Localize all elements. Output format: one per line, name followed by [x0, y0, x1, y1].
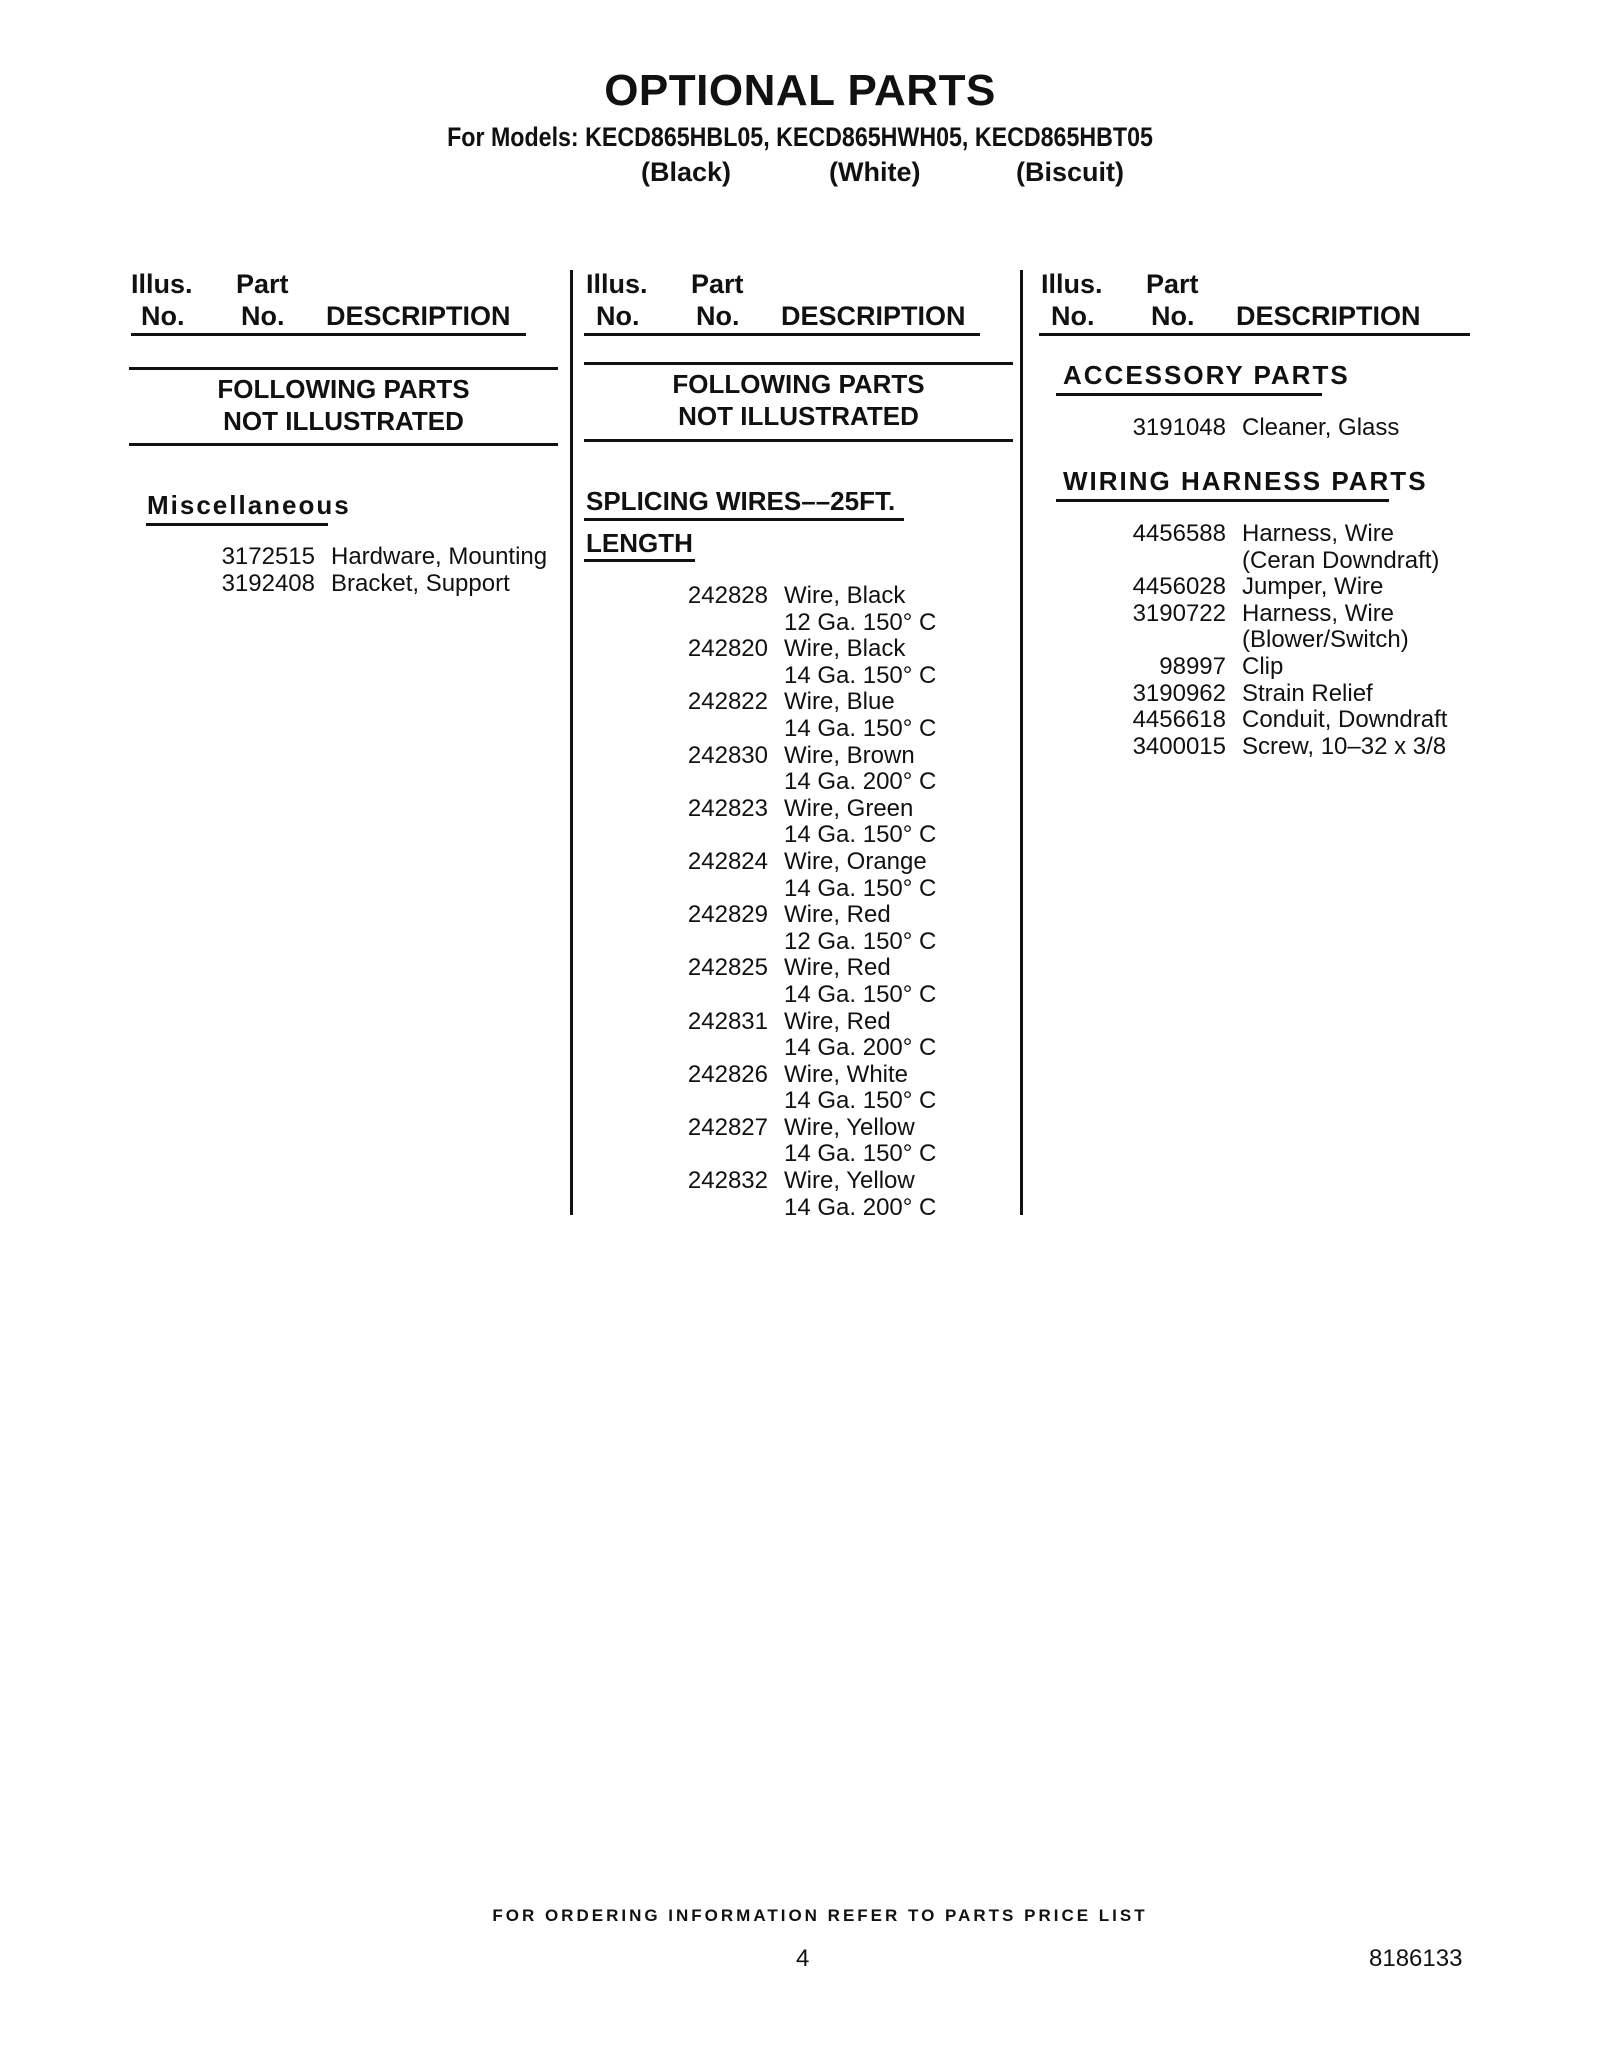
section-underline — [1056, 393, 1322, 396]
part-description: Wire, Orange — [784, 847, 927, 875]
part-description-detail: 14 Ga. 150° C — [784, 980, 937, 1008]
list-item-detail — [658, 982, 936, 1009]
list-item-detail — [658, 822, 936, 849]
part-description-detail: 12 Ga. 150° C — [784, 927, 937, 955]
part-description-detail: 14 Ga. 150° C — [784, 874, 937, 902]
notice-rule-bottom — [584, 439, 1013, 442]
part-number: 3192408 — [221, 569, 315, 597]
color-biscuit: (Biscuit) — [1016, 157, 1124, 187]
list-item — [658, 955, 936, 982]
part-number: 242822 — [687, 688, 768, 716]
header-rule — [584, 333, 980, 336]
part-description-detail: 14 Ga. 150° C — [784, 821, 937, 849]
list-item-detail — [658, 663, 936, 690]
part-description: Wire, Blue — [784, 688, 895, 716]
ordering-note: FOR ORDERING INFORMATION REFER TO PARTS PRICE LIST — [492, 1906, 1148, 1925]
part-number: 242829 — [687, 901, 768, 929]
column-divider-2 — [1020, 270, 1023, 1215]
part-description: Cleaner, Glass — [1242, 414, 1400, 441]
part-description-detail: 14 Ga. 200° C — [784, 1193, 937, 1221]
list-item — [1116, 707, 1447, 734]
header-no: No. — [141, 301, 185, 331]
part-number: 242827 — [687, 1113, 768, 1141]
list-item — [1116, 574, 1447, 601]
part-description-detail: 14 Ga. 150° C — [784, 714, 937, 742]
list-item-detail — [658, 610, 936, 637]
part-number: 242830 — [687, 741, 768, 769]
part-description: Clip — [1242, 652, 1284, 680]
part-number: 4456618 — [1132, 706, 1226, 734]
not-illustrated-notice — [584, 368, 1013, 432]
list-item-detail — [658, 876, 936, 903]
part-description-detail: 14 Ga. 150° C — [784, 1087, 937, 1115]
part-number: 242831 — [687, 1007, 768, 1035]
list-item — [658, 689, 936, 716]
list-item — [1116, 654, 1447, 681]
list-item-detail — [658, 769, 936, 796]
part-number: 4456028 — [1132, 573, 1226, 601]
section-title-splicing-wires: SPLICING WIRES––25FT. — [586, 486, 896, 516]
header-no: No. — [1051, 301, 1095, 331]
notice-rule-top — [584, 362, 1013, 365]
header-illus: Illus. — [586, 269, 648, 299]
list-item-detail — [658, 1195, 936, 1222]
part-description: Strain Relief — [1242, 679, 1373, 707]
header-rule — [131, 333, 526, 336]
color-black: (Black) — [641, 157, 732, 187]
header-no: No. — [696, 301, 740, 331]
list-item — [1116, 734, 1447, 761]
parts-list-wiring-harness — [1116, 521, 1447, 760]
header-part: Part — [691, 269, 744, 299]
list-item-detail — [1116, 627, 1447, 654]
notice-line: NOT ILLUSTRATED — [223, 406, 464, 436]
notice-rule-bottom — [129, 443, 558, 446]
list-item-detail — [658, 716, 936, 743]
list-item — [1116, 601, 1447, 628]
column-divider-1 — [570, 270, 573, 1215]
part-description: Jumper, Wire — [1242, 573, 1384, 601]
part-number: 3191048 — [1132, 414, 1226, 441]
part-description: Wire, Green — [784, 794, 914, 822]
notice-rule-top — [129, 367, 558, 370]
list-item — [658, 1115, 936, 1142]
part-description: Harness, Wire — [1242, 599, 1395, 627]
part-description: Wire, Red — [784, 954, 891, 982]
section-title-wiring-harness-parts: WIRING HARNESS PARTS — [1063, 466, 1428, 496]
list-item-detail — [658, 929, 936, 956]
part-description: Bracket, Support — [331, 569, 510, 597]
list-item — [205, 544, 547, 571]
list-item — [1116, 521, 1447, 548]
section-underline — [1056, 499, 1389, 502]
part-description: Wire, Black — [784, 635, 906, 663]
not-illustrated-notice — [129, 373, 558, 437]
part-number: 4456588 — [1132, 520, 1226, 547]
header-no: No. — [1151, 301, 1195, 331]
list-item — [658, 1168, 936, 1195]
part-description-detail: 14 Ga. 200° C — [784, 768, 937, 796]
part-number: 242832 — [687, 1167, 768, 1195]
header-no: No. — [596, 301, 640, 331]
list-item — [658, 1062, 936, 1089]
part-number: 3400015 — [1132, 732, 1226, 760]
list-item — [658, 1009, 936, 1036]
part-description: Screw, 10–32 x 3/8 — [1242, 732, 1447, 760]
header-no: No. — [241, 301, 285, 331]
header-illus: Illus. — [1041, 269, 1103, 299]
list-item-detail — [658, 1088, 936, 1115]
list-item-detail — [1116, 548, 1447, 575]
part-number: 242820 — [687, 635, 768, 663]
notice-line: FOLLOWING PARTS — [672, 369, 925, 399]
header-part: Part — [236, 269, 289, 299]
section-title-length: LENGTH — [586, 528, 693, 558]
section-title-miscellaneous: Miscellaneous — [147, 490, 351, 520]
part-description-detail: (Ceran Downdraft) — [1242, 546, 1440, 574]
part-description: Wire, Yellow — [784, 1113, 915, 1141]
part-number: 98997 — [1159, 652, 1226, 680]
page-number: 4 — [796, 1945, 810, 1972]
part-description-detail: 14 Ga. 200° C — [784, 1034, 937, 1062]
part-number: 242825 — [687, 954, 768, 982]
list-item — [1116, 415, 1399, 442]
section-title-accessory-parts: ACCESSORY PARTS — [1063, 360, 1350, 390]
part-number: 3190962 — [1132, 679, 1226, 707]
parts-list-accessory — [1116, 415, 1399, 442]
list-item — [658, 636, 936, 663]
list-item — [658, 849, 936, 876]
part-description: Conduit, Downdraft — [1242, 706, 1448, 734]
list-item-detail — [658, 1035, 936, 1062]
part-number: 3190722 — [1132, 599, 1226, 627]
section-underline — [584, 518, 904, 521]
parts-list-miscellaneous — [205, 544, 547, 597]
section-underline — [584, 559, 695, 562]
part-description-detail: (Blower/Switch) — [1242, 626, 1409, 654]
list-item-detail — [658, 1141, 936, 1168]
part-number: 242823 — [687, 794, 768, 822]
notice-line: NOT ILLUSTRATED — [678, 401, 919, 431]
part-description: Wire, Brown — [784, 741, 915, 769]
part-description-detail: 14 Ga. 150° C — [784, 1140, 937, 1168]
header-rule — [1039, 333, 1470, 336]
list-item — [658, 743, 936, 770]
part-description-detail: 14 Ga. 150° C — [784, 661, 937, 689]
list-item — [658, 796, 936, 823]
part-description: Hardware, Mounting — [331, 543, 548, 570]
part-description: Wire, Yellow — [784, 1167, 915, 1195]
part-description: Wire, Red — [784, 901, 891, 929]
part-description: Wire, Red — [784, 1007, 891, 1035]
section-underline — [146, 523, 328, 526]
list-item — [658, 902, 936, 929]
part-number: 3172515 — [221, 543, 315, 570]
part-number: 242826 — [687, 1060, 768, 1088]
list-item — [658, 583, 936, 610]
list-item — [1116, 681, 1447, 708]
header-illus: Illus. — [131, 269, 193, 299]
parts-list-splicing-wires — [658, 583, 936, 1221]
part-number: 242824 — [687, 847, 768, 875]
models-line: For Models: KECD865HBL05, KECD865HWH05, KECD865HBT05 — [447, 122, 1153, 152]
list-item — [205, 571, 547, 598]
part-description: Wire, Black — [784, 582, 906, 609]
page-title: OPTIONAL PARTS — [604, 66, 996, 115]
header-description: DESCRIPTION — [781, 301, 966, 331]
document-number: 8186133 — [1369, 1945, 1463, 1972]
header-description: DESCRIPTION — [326, 301, 511, 331]
part-description-detail: 12 Ga. 150° C — [784, 608, 937, 636]
part-description: Harness, Wire — [1242, 520, 1395, 547]
notice-line: FOLLOWING PARTS — [217, 374, 470, 404]
header-description: DESCRIPTION — [1236, 301, 1421, 331]
color-white: (White) — [829, 157, 921, 187]
part-description: Wire, White — [784, 1060, 909, 1088]
part-number: 242828 — [687, 582, 768, 609]
header-part: Part — [1146, 269, 1199, 299]
